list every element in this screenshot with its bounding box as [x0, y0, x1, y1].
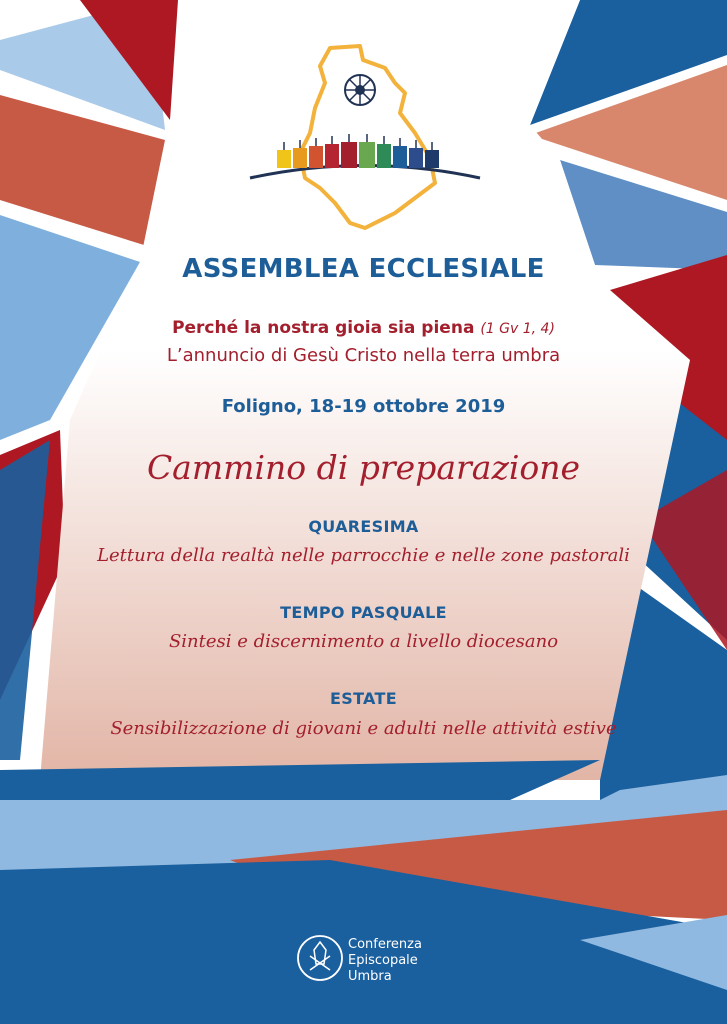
subtitle-reference: (1 Gv 1, 4)	[480, 321, 555, 337]
subtitle-line2: L’annuncio di Gesù Cristo nella terra umbra	[166, 345, 561, 366]
section-text-quaresima: Lettura della realtà nelle parrocchie e nelle zone pastorali	[97, 545, 630, 566]
org-line-2: Episcopale	[348, 953, 418, 968]
section-text-tempo-pasquale: Sintesi e discernimento a livello diocesano	[168, 631, 559, 652]
page-title: ASSEMBLEA ECCLESIALE	[182, 254, 545, 284]
subtitle-main	[0, 318, 727, 338]
umbria-outline-logo-icon	[245, 38, 485, 238]
section-heading: Cammino di preparazione	[146, 448, 581, 487]
org-line-1: Conferenza	[348, 937, 422, 952]
section-label-tempo-pasquale: TEMPO PASQUALE	[280, 603, 447, 622]
org-line-3: Umbra	[348, 969, 392, 984]
section-label-quaresima: QUARESIMA	[308, 517, 419, 536]
section-text-estate: Sensibilizzazione di giovani e adulti nelle attività estive	[110, 718, 617, 739]
subtitle-main-text: Perché la nostra gioia sia piena	[172, 318, 475, 338]
place-date: Foligno, 18-19 ottobre 2019	[221, 396, 506, 417]
section-label-estate: ESTATE	[330, 689, 397, 708]
footer-organization	[296, 932, 456, 992]
cep-emblem-icon	[296, 934, 344, 982]
rose-window-icon	[345, 75, 375, 105]
churches-row-icon	[277, 134, 439, 168]
